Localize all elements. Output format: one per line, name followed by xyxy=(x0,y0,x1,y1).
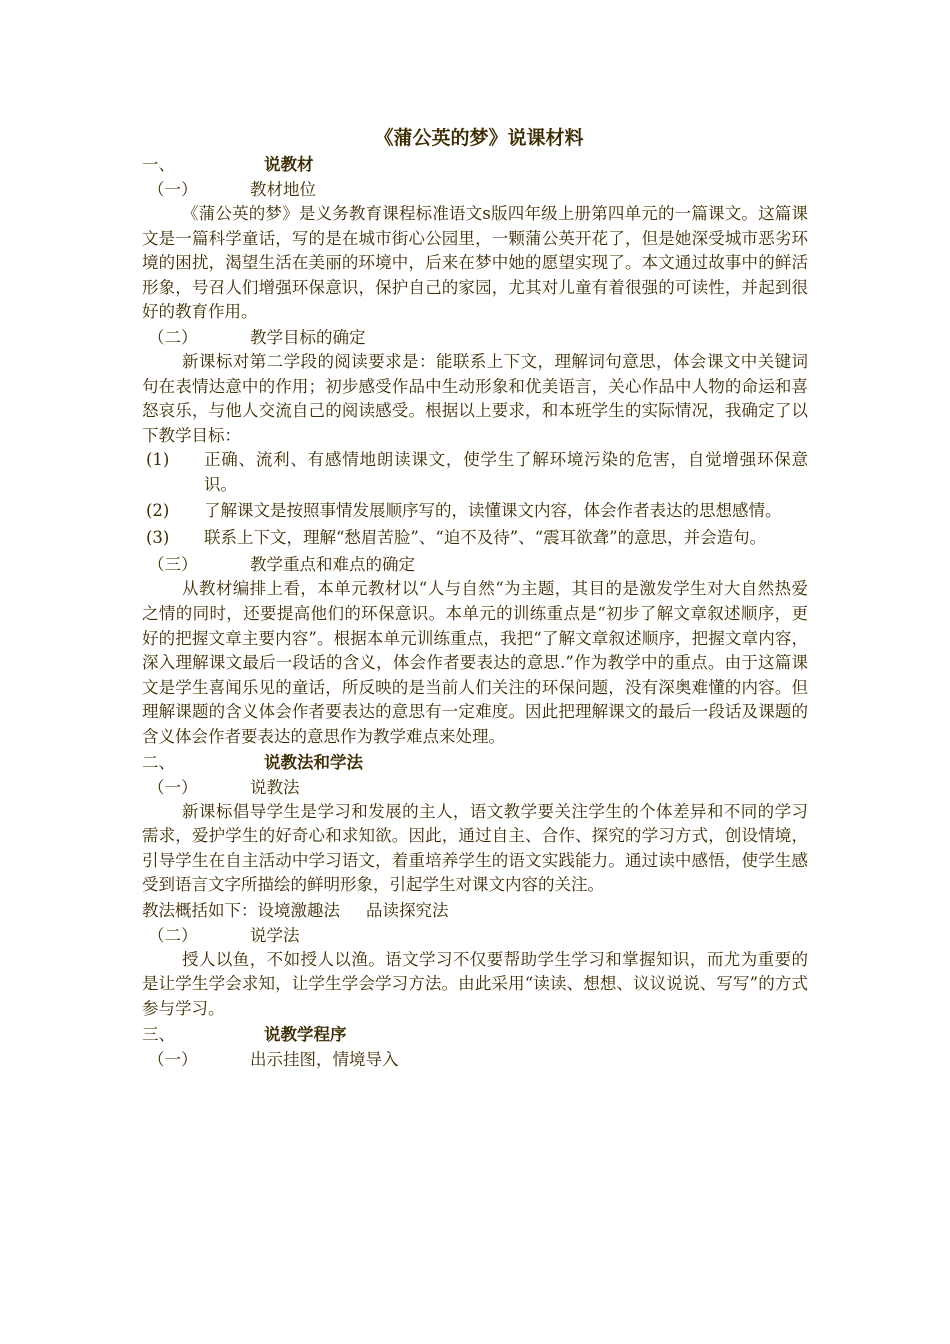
subsection-number: （二） xyxy=(148,327,198,347)
paragraph-textbook-position: 《蒲公英的梦》是义务教育课程标准语文s版四年级上册第四单元的一篇课文。这篇课文是一篇科学童话，写的是在城市街心公园里，一颗蒲公英开花了，但是她深受城市恶劣环境的困扰，渴望生活在美丽的环境中，后来在梦中她的愿望实现了。本文通过故事中的鲜活形象，号召人们增强环保意识，保护自己的家园，尤其对儿童有着很强的可读性，并起到很好的教育作用。 xyxy=(142,204,808,322)
subsection-number: （三） xyxy=(148,555,198,575)
paragraph-teaching-method: 新课标倡导学生是学习和发展的主人，语文教学要关注学生的个体差异和不同的学习需求，爱护学生的好奇心和求知欲。因此，通过自主、合作、探究的学习方式，创设情境，引导学生在自主活动中学习语文，着重培养学生的语文实践能力。通过读中感悟，使学生感受到语言文字所描绘的鲜明形象，引起学生对课文内容的关注。 xyxy=(142,801,808,895)
section-label: 说教材 xyxy=(264,155,314,174)
section-number: 一、 xyxy=(142,155,175,174)
section-heading-3 xyxy=(142,1022,808,1047)
subsection-number: （一） xyxy=(148,1049,198,1069)
subsection-label: 说学法 xyxy=(250,925,300,945)
subsection-heading-2-2 xyxy=(142,923,808,948)
methods-summary xyxy=(142,898,808,923)
subsection-label: 教学目标的确定 xyxy=(250,327,366,347)
subsection-number: （二） xyxy=(148,925,198,945)
subsection-heading-1-3 xyxy=(142,552,808,577)
subsection-label: 教学重点和难点的确定 xyxy=(250,555,415,575)
methods-extra: 品读探究法 xyxy=(366,900,449,920)
section-heading-2 xyxy=(142,750,808,775)
goal-item xyxy=(142,448,808,497)
goal-item xyxy=(142,499,808,524)
methods-label: 教法概括如下：设境激趣法 xyxy=(142,900,340,920)
goal-text: 正确、流利、有感情地朗读课文，使学生了解环境污染的危害，自觉增强环保意识。 xyxy=(204,450,808,494)
goal-number: (2) xyxy=(146,501,170,521)
section-label: 说教学程序 xyxy=(264,1024,347,1044)
goal-text: 联系上下文，理解“愁眉苦脸”、“迫不及待”、“震耳欲聋”的意思，并会造句。 xyxy=(204,527,767,547)
subsection-heading-1-1 xyxy=(142,177,808,202)
paragraph-teaching-goals: 新课标对第二学段的阅读要求是：能联系上下文，理解词句意思，体会课文中关键词句在表情达意中的作用；初步感受作品中生动形象和优美语言，关心作品中人物的命运和喜怒哀乐，与他人交流自己的阅读感受。根据以上要求，和本班学生的实际情况，我确定了以下教学目标： xyxy=(142,351,808,445)
goal-number: (1) xyxy=(146,450,170,470)
subsection-number: （一） xyxy=(148,777,198,797)
section-number: 三、 xyxy=(142,1024,175,1044)
goal-number: (3) xyxy=(146,527,170,547)
paragraph-learning-method: 授人以鱼，不如授人以渔。语文学习不仅要帮助学生学习和掌握知识，而尤为重要的是让学生学会求知，让学生学会学习方法。由此采用“读读、想想、议议说说、写写”的方式参与学习。 xyxy=(142,949,808,1019)
subsection-label: 说教法 xyxy=(250,777,300,797)
paragraph-key-points: 从教材编排上看，本单元教材以“人与自然“为主题，其目的是激发学生对大自然热爱之情的同时，还要提高他们的环保意识。本单元的训练重点是“初步了解文章叙述顺序，更好的把握文章主要内容”。根据本单元训练重点，我把“了解文章叙述顺序，把握文章内容，深入理解课文最后一段话的含义，体会作者要表达的意思.”作为教学中的重点。由于这篇课文是学生喜闻乐见的童话，所反映的是当前人们关注的环保问题，没有深奥难懂的内容。但理解课题的含义体会作者要表达的意思有一定难度。因此把理解课文的最后一段话及课题的含义体会作者要表达的意思作为教学难点来处理。 xyxy=(142,579,808,746)
goal-item xyxy=(142,526,808,551)
subsection-label: 出示挂图，情境导入 xyxy=(250,1049,399,1069)
subsection-number: （一） xyxy=(148,180,198,199)
section-label: 说教法和学法 xyxy=(264,752,363,772)
subsection-heading-1-2 xyxy=(142,325,808,350)
page-title: 《蒲公英的梦》说课材料 xyxy=(374,127,584,149)
section-heading-1 xyxy=(142,152,808,177)
document-body xyxy=(142,124,808,1072)
goal-text: 了解课文是按照事情发展顺序写的，读懂课文内容，体会作者表达的思想感情。 xyxy=(204,501,782,521)
section-number: 二、 xyxy=(142,752,175,772)
subsection-label: 教材地位 xyxy=(250,180,316,199)
subsection-heading-3-1 xyxy=(142,1047,808,1072)
subsection-heading-2-1 xyxy=(142,775,808,800)
